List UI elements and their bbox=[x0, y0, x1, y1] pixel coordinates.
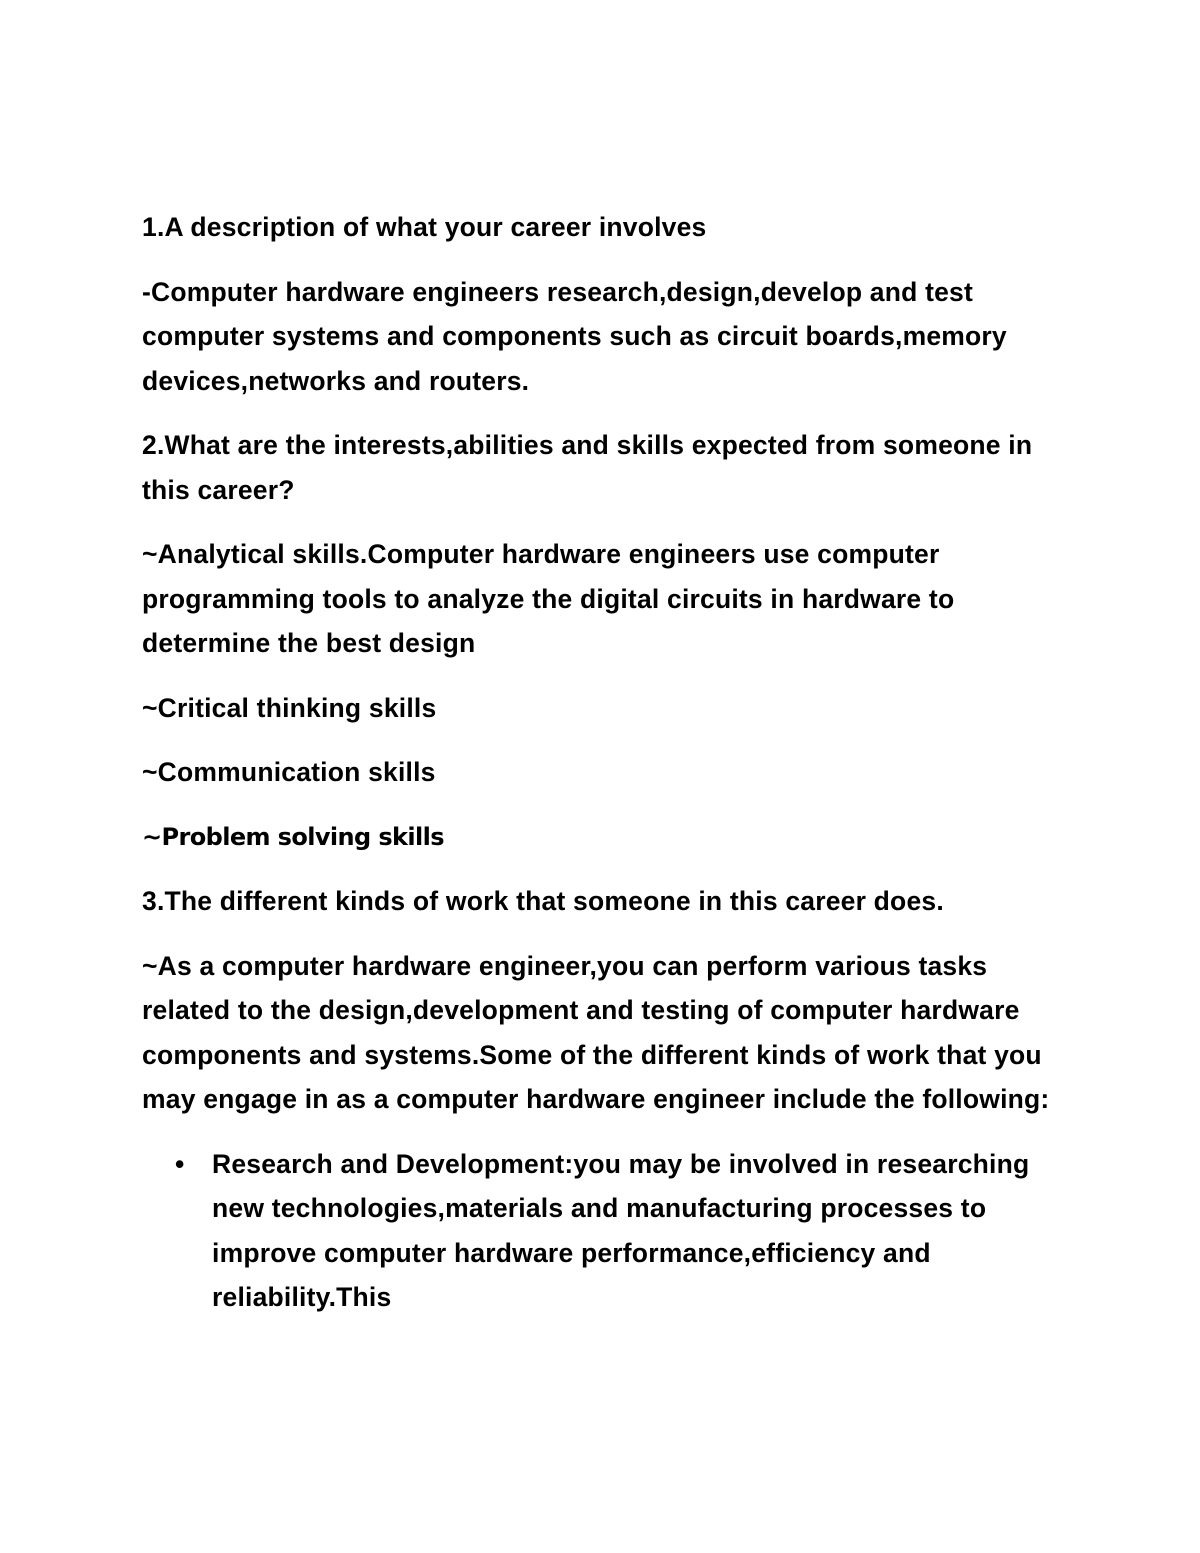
paragraph-career-summary: -Computer hardware engineers research,design,develop and test computer systems and components such as circuit boards,memory devices,networks and routers. bbox=[142, 276, 1007, 396]
paragraph-kinds-of-work: ~As a computer hardware engineer,you can perform various tasks related to the design,development and testing of computer hardware components and systems.Some of the different kinds of work that you may engage in as a computer hardware engineer include the following: bbox=[142, 950, 1050, 1114]
document-body bbox=[142, 205, 1062, 1320]
heading-interests-skills: 2.What are the interests,abilities and skills expected from someone in this career? bbox=[142, 430, 1033, 505]
bullet-list bbox=[142, 1142, 1062, 1320]
list-item bbox=[175, 1142, 1062, 1320]
paragraph-analytical-skills: ~Analytical skills.Computer hardware engineers use computer programming tools to analyze the digital circuits in hardware to determine the best design bbox=[142, 539, 955, 658]
heading-kinds-of-work: 3.The different kinds of work that someone in this career does. bbox=[142, 886, 944, 916]
list-item-text: Research and Development:you may be involved in researching new technologies,materials and manufacturing processes to improve computer hardware performance,efficiency and reliability.This bbox=[212, 1148, 1030, 1312]
item-critical-thinking: ~Critical thinking skills bbox=[142, 692, 437, 723]
item-problem-solving: ~Problem solving skills bbox=[142, 822, 444, 851]
item-communication: ~Communication skills bbox=[142, 757, 436, 787]
heading-career-description: 1.A description of what your career involves bbox=[142, 212, 707, 242]
bullet-icon: • bbox=[175, 1148, 185, 1179]
